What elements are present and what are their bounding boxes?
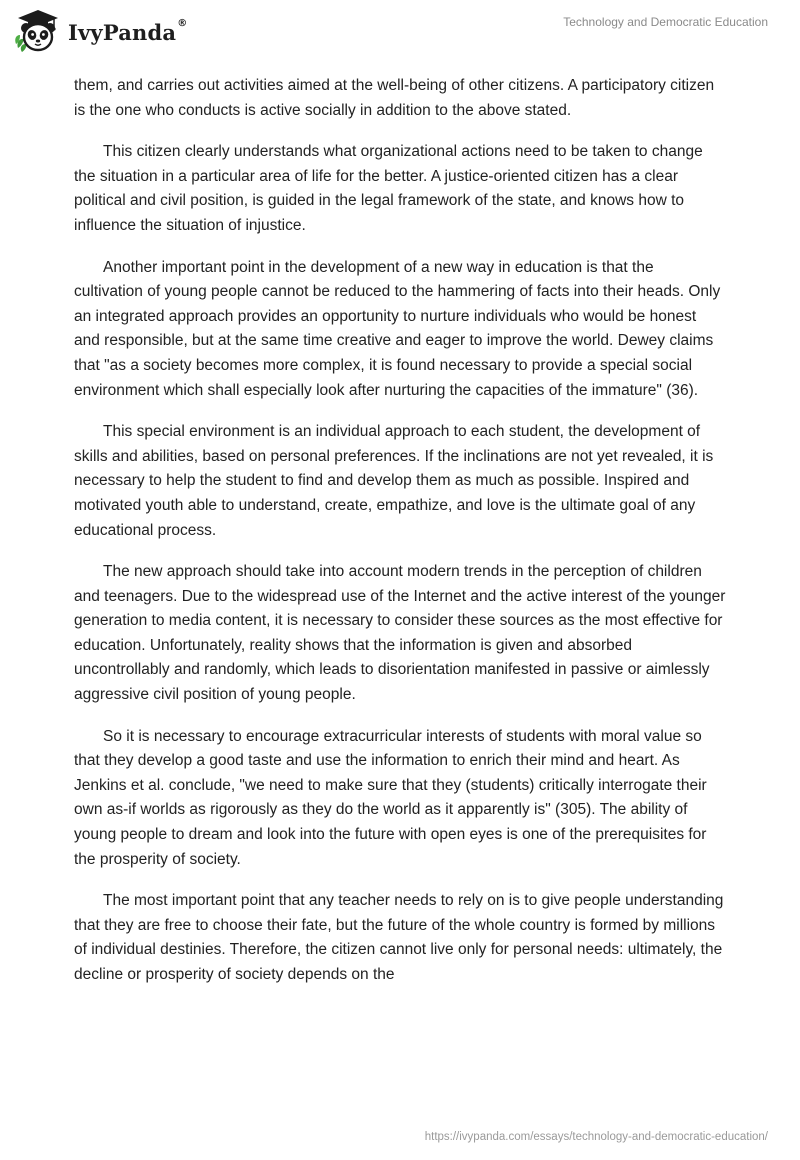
document-title: Technology and Democratic Education bbox=[563, 15, 768, 29]
paragraph-5: The new approach should take into account modern trends in the perception of children and teenagers. Due to the widespread use of the Internet and the active interest of the younger generation to media content, it is necessary to consider these sources as the most effective for education. Unfortunately, reality shows that the information is given and absorbed uncontrollably and randomly, which leads to disorientation manifested in passive or aimlessly aggressive civil position of young people. bbox=[74, 563, 726, 704]
paragraph-1: them, and carries out activities aimed at the well-being of other citizens. A participatory citizen is the one who conducts is active socially in addition to the above stated. bbox=[74, 77, 715, 119]
paragraph-4: This special environment is an individual approach to each student, the development of skills and abilities, based on personal preferences. If the inclinations are not yet revealed, it is necessary to help the student to find and develop them as much as possible. Inspired and motivated youth able to understand, create, empathize, and love is the ultimate goal of any educational process. bbox=[74, 423, 714, 539]
paragraph-7: The most important point that any teacher needs to rely on is to give people understanding that they are free to choose their fate, but the future of the whole country is formed by millions of individual destinies. Therefore, the citizen cannot live only for personal needs: ultimately, the decline or prosperity of society depends on the bbox=[74, 892, 724, 983]
essay-body bbox=[74, 74, 726, 1005]
paragraph-2: This citizen clearly understands what organizational actions need to be taken to change the situation in a particular area of life for the better. A justice-oriented citizen has a clear political and civil position, is guided in the legal framework of the state, and knows how to influence the situation of injustice. bbox=[74, 143, 703, 234]
panda-mascot-icon bbox=[14, 8, 62, 54]
source-url-link[interactable]: https://ivypanda.com/essays/technology-and-democratic-education/ bbox=[424, 1131, 768, 1143]
page-header bbox=[0, 0, 800, 72]
logo-wordmark: IvyPanda® bbox=[68, 17, 188, 45]
ivypanda-logo[interactable] bbox=[14, 8, 187, 54]
paragraph-3: Another important point in the development of a new way in education is that the cultivation of young people cannot be reduced to the hammering of facts into their heads. Only an integrated approach provides an opportunity to nurture individuals who would be honest and responsible, but at the same time creative and eager to improve the world. Dewey claims that "as a society becomes more complex, it is found necessary to provide a special social environment which shall especially look after nurturing the capacities of the immature" (36). bbox=[74, 258, 721, 399]
paragraph-6: So it is necessary to encourage extracurricular interests of students with moral value so that they develop a good taste and use the information to enrich their mind and heart. As Jenkins et al. conclude, "we need to make sure that they (students) critically interrogate their own as-if worlds as rigorously as they do the world as it apparently is" (305). The ability of young people to dream and look into the future with open eyes is one of the prerequisites for the prosperity of society. bbox=[74, 727, 707, 868]
